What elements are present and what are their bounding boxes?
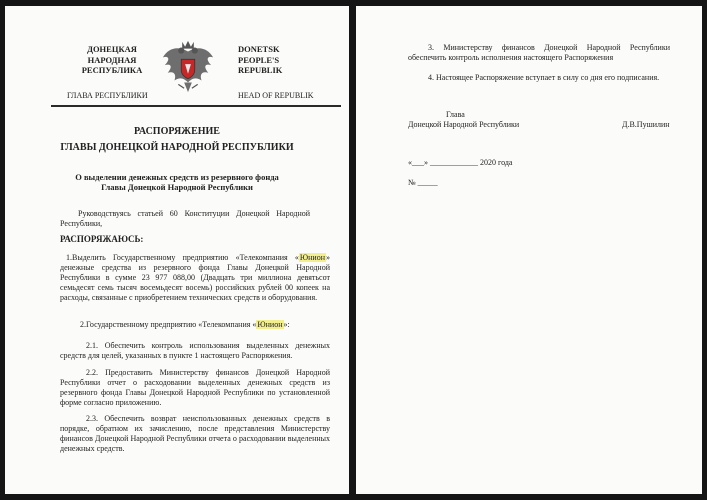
document-title-issuer: ГЛАВЫ ДОНЕЦКОЙ НАРОДНОЙ РЕСПУБЛИКИ [60,142,294,153]
paragraph-2 [80,320,290,330]
header-ru-line: НАРОДНАЯ [87,54,137,65]
document-page-1 [5,6,349,494]
document-subject-line2: Главы Донецкой Народной Республики [101,182,253,192]
paragraph-2-1: 2.1. Обеспечить контроль использования выделенных денежных средств для целей, указанных в пункте 1 настоящего Распоряжения. [60,341,330,360]
header-ru-line: ДОНЕЦКАЯ [87,44,137,54]
header-en [238,44,328,76]
paragraph-1 [60,253,330,303]
paragraph-2-start: 2.Государственному предприятию «Телекомпания « [80,320,257,329]
paragraph-4: 4. Настоящее Распоряжение вступает в силу со дня его подписания. [428,73,660,82]
paragraph-1-rest: » денежные средства из резервного фонда Главы Донецкой Народной Республики в сумме 23 977 088,00 (Двадцать три миллиона девятьсот семьдесят семь тысяч восемьдесят восемь) российских рублей 00 копеек на расходы, связанные с приобретением технических средств и оборудования. [60,253,330,302]
intro-paragraph: Руководствуясь статьей 60 Конституции Донецкой Народной Республики, [60,209,310,228]
document-title: РАСПОРЯЖЕНИЕ [134,126,220,137]
header-en-line: REPUBLIK [238,65,283,75]
dpr-coat-of-arms-icon [159,38,217,96]
date-line: «___» ____________ 2020 года [408,158,513,167]
signature-name: Д.В.Пушилин [622,120,670,129]
highlighted-word: Юнион [257,320,283,329]
header-ru-line: РЕСПУБЛИКА [81,65,143,75]
header-ru [67,44,157,76]
paragraph-2-3: 2.3. Обеспечить возврат неиспользованных денежных средств в порядке, обратном их зачислению, после представления Министерству финансов Донецкой Народной Республики отчета о расходовании выделенных денежных средств. [60,414,330,453]
header-role-en: HEAD OF REPUBLIK [238,91,314,100]
paragraph-2-2: 2.2. Предоставить Министерству финансов Донецкой Народной Республики отчет о расходовании выделенных денежных средств из резервного фонда Главы Донецкой Народной Республики по установленной форме согласно приложению. [60,368,330,407]
document-subject-line1: О выделении денежных средств из резервного фонда [75,172,279,182]
paragraph-1-start: 1.Выделить Государственному предприятию «Телекомпания « [66,253,299,262]
signature-role-line1: Глава [446,110,465,119]
paragraph-3: 3. Министерству финансов Донецкой Народной Республики обеспечить контроль исполнения настоящего Распоряжения [408,43,670,62]
decree-heading: РАСПОРЯЖАЮСЬ: [60,234,144,244]
header-en-line: DONETSK [238,44,280,54]
header-en-line: PEOPLE'S [238,54,280,65]
header-role-ru: ГЛАВА РЕСПУБЛИКИ [67,91,148,100]
document-number-line: № _____ [408,178,438,187]
signature-role-line2: Донецкой Народной Республики [408,120,520,129]
paragraph-2-end: »: [283,320,290,329]
document-page-2 [356,6,702,494]
header-divider [51,105,341,107]
highlighted-word: Юнион [299,253,325,262]
